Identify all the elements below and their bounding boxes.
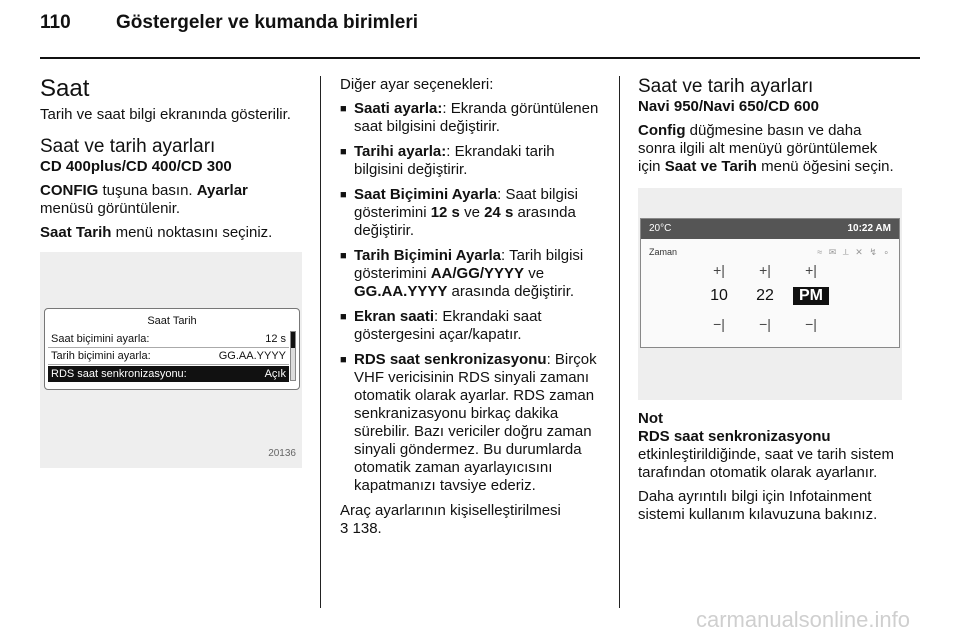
minus-icon: −| bbox=[759, 316, 771, 332]
touchscreen bbox=[640, 218, 900, 348]
instruction-paragraph-2: Saat Tarih menü noktasını seçiniz. bbox=[40, 224, 273, 241]
minus-icon: −| bbox=[805, 316, 817, 332]
model-line-2: Navi 950/Navi 650/CD 600 bbox=[638, 98, 819, 115]
subsection-heading-2: Saat ve tarih ayarları bbox=[638, 76, 814, 97]
temperature-readout: 20°C bbox=[649, 223, 672, 234]
clock-readout: 10:22 AM bbox=[847, 223, 891, 234]
list-item: ■ Saati ayarla:: Ekranda görüntülenen saat bilgisini değiştirir. bbox=[340, 100, 602, 136]
plus-icon: +| bbox=[805, 262, 817, 278]
note-text: etkinleştirildiğinde, saat ve tarih sistem tarafından otomatik olarak ayarlanır. bbox=[638, 446, 894, 481]
options-intro: Diğer ayar seçenekleri: bbox=[340, 76, 494, 93]
note-heading: RDS saat senkronizasyonu bbox=[638, 428, 831, 445]
minus-icon: −| bbox=[713, 316, 725, 332]
status-bar bbox=[641, 219, 899, 239]
hour-value: 10 bbox=[710, 287, 728, 304]
list-item: ■ Ekran saati: Ekrandaki saat göstergesini açar/kapatır. bbox=[340, 308, 602, 344]
reference-page-link[interactable]: 138. bbox=[348, 520, 382, 537]
lcd-display bbox=[44, 308, 300, 390]
column-3 bbox=[638, 76, 902, 530]
plus-icon: +| bbox=[759, 262, 771, 278]
header-rule bbox=[40, 57, 920, 59]
hour-column bbox=[699, 261, 739, 333]
screen-label: Zaman bbox=[649, 247, 678, 257]
list-item: ■ Saat Biçimini Ayarla: Saat bilgisi gösterimini 12 s ve 24 s arasında değiştirir. bbox=[340, 186, 602, 240]
reference-arrow-icon: 3 bbox=[340, 520, 349, 537]
cross-reference: Araç ayarlarının kişiselleştirilmesi 3 138. bbox=[340, 502, 561, 537]
intro-text: Tarih ve saat bilgi ekranında gösterilir. bbox=[40, 106, 291, 123]
lcd-row-selected: RDS saat senkronizasyonu: Açık bbox=[48, 366, 289, 382]
model-line: CD 400plus/CD 400/CD 300 bbox=[40, 158, 232, 175]
page-title: Göstergeler ve kumanda birimleri bbox=[116, 12, 419, 33]
status-icons: ≈ ✉ ⟂ ✕ ↯ ∘ bbox=[817, 247, 891, 257]
minute-column bbox=[745, 261, 785, 333]
plus-icon: +| bbox=[713, 262, 725, 278]
minute-value: 22 bbox=[756, 287, 774, 304]
lcd-title: Saat Tarih bbox=[147, 315, 197, 327]
column-1 bbox=[40, 76, 302, 468]
display-illustration bbox=[40, 252, 302, 468]
list-item: ■ RDS saat senkronizasyonu: Birçok VHF vericisinin RDS sinyali zamanı otomatik olarak ayarlar. RDS zaman senkranizasyonu birkaç dakika sürebilir. Bazı vericiler doğru zaman sinyali göndermez. Bu durumlarda otomatik zaman ayarlayıcısını kapatmanızı tavsiye ederiz. bbox=[340, 351, 602, 495]
note-title: Not bbox=[638, 410, 663, 427]
list-item: ■ Tarihi ayarla:: Ekrandaki tarih bilgisini değiştirir. bbox=[340, 143, 602, 179]
instruction-paragraph-3: Config düğmesine basın ve daha sonra ilgili alt menüyü görüntülemek için Saat ve Tarih menü öğesini seçin. bbox=[638, 122, 894, 175]
touchscreen-illustration bbox=[638, 188, 902, 400]
lcd-scrollbar bbox=[290, 331, 296, 381]
subsection-heading: Saat ve tarih ayarları bbox=[40, 136, 216, 157]
watermark: carmanualsonline.info bbox=[695, 607, 910, 632]
note-box bbox=[638, 410, 902, 524]
ampm-value: PM bbox=[793, 287, 829, 305]
column-divider-2 bbox=[619, 76, 620, 608]
figure-code: 20136 bbox=[268, 448, 296, 459]
column-2 bbox=[340, 76, 602, 544]
page-number: 110 bbox=[40, 12, 71, 33]
page-header bbox=[40, 14, 418, 32]
lcd-row: Tarih biçimini ayarla: GG.AA.YYYY bbox=[48, 348, 289, 365]
instruction-paragraph-1: CONFIG tuşuna basın. Ayarlar menüsü görüntülenir. bbox=[40, 182, 248, 217]
lcd-row: Saat biçimini ayarla: 12 s bbox=[48, 331, 289, 348]
note-text-2: Daha ayrıntılı bilgi için Infotainment sistemi kullanım kılavuzuna bakınız. bbox=[638, 488, 878, 523]
column-divider-1 bbox=[320, 76, 321, 608]
section-heading: Saat bbox=[40, 75, 90, 102]
list-item: ■ Tarih Biçimini Ayarla: Tarih bilgisi gösterimini AA/GG/YYYY ve GG.AA.YYYY arasında değiştirir. bbox=[340, 247, 602, 301]
ampm-column bbox=[791, 261, 831, 333]
